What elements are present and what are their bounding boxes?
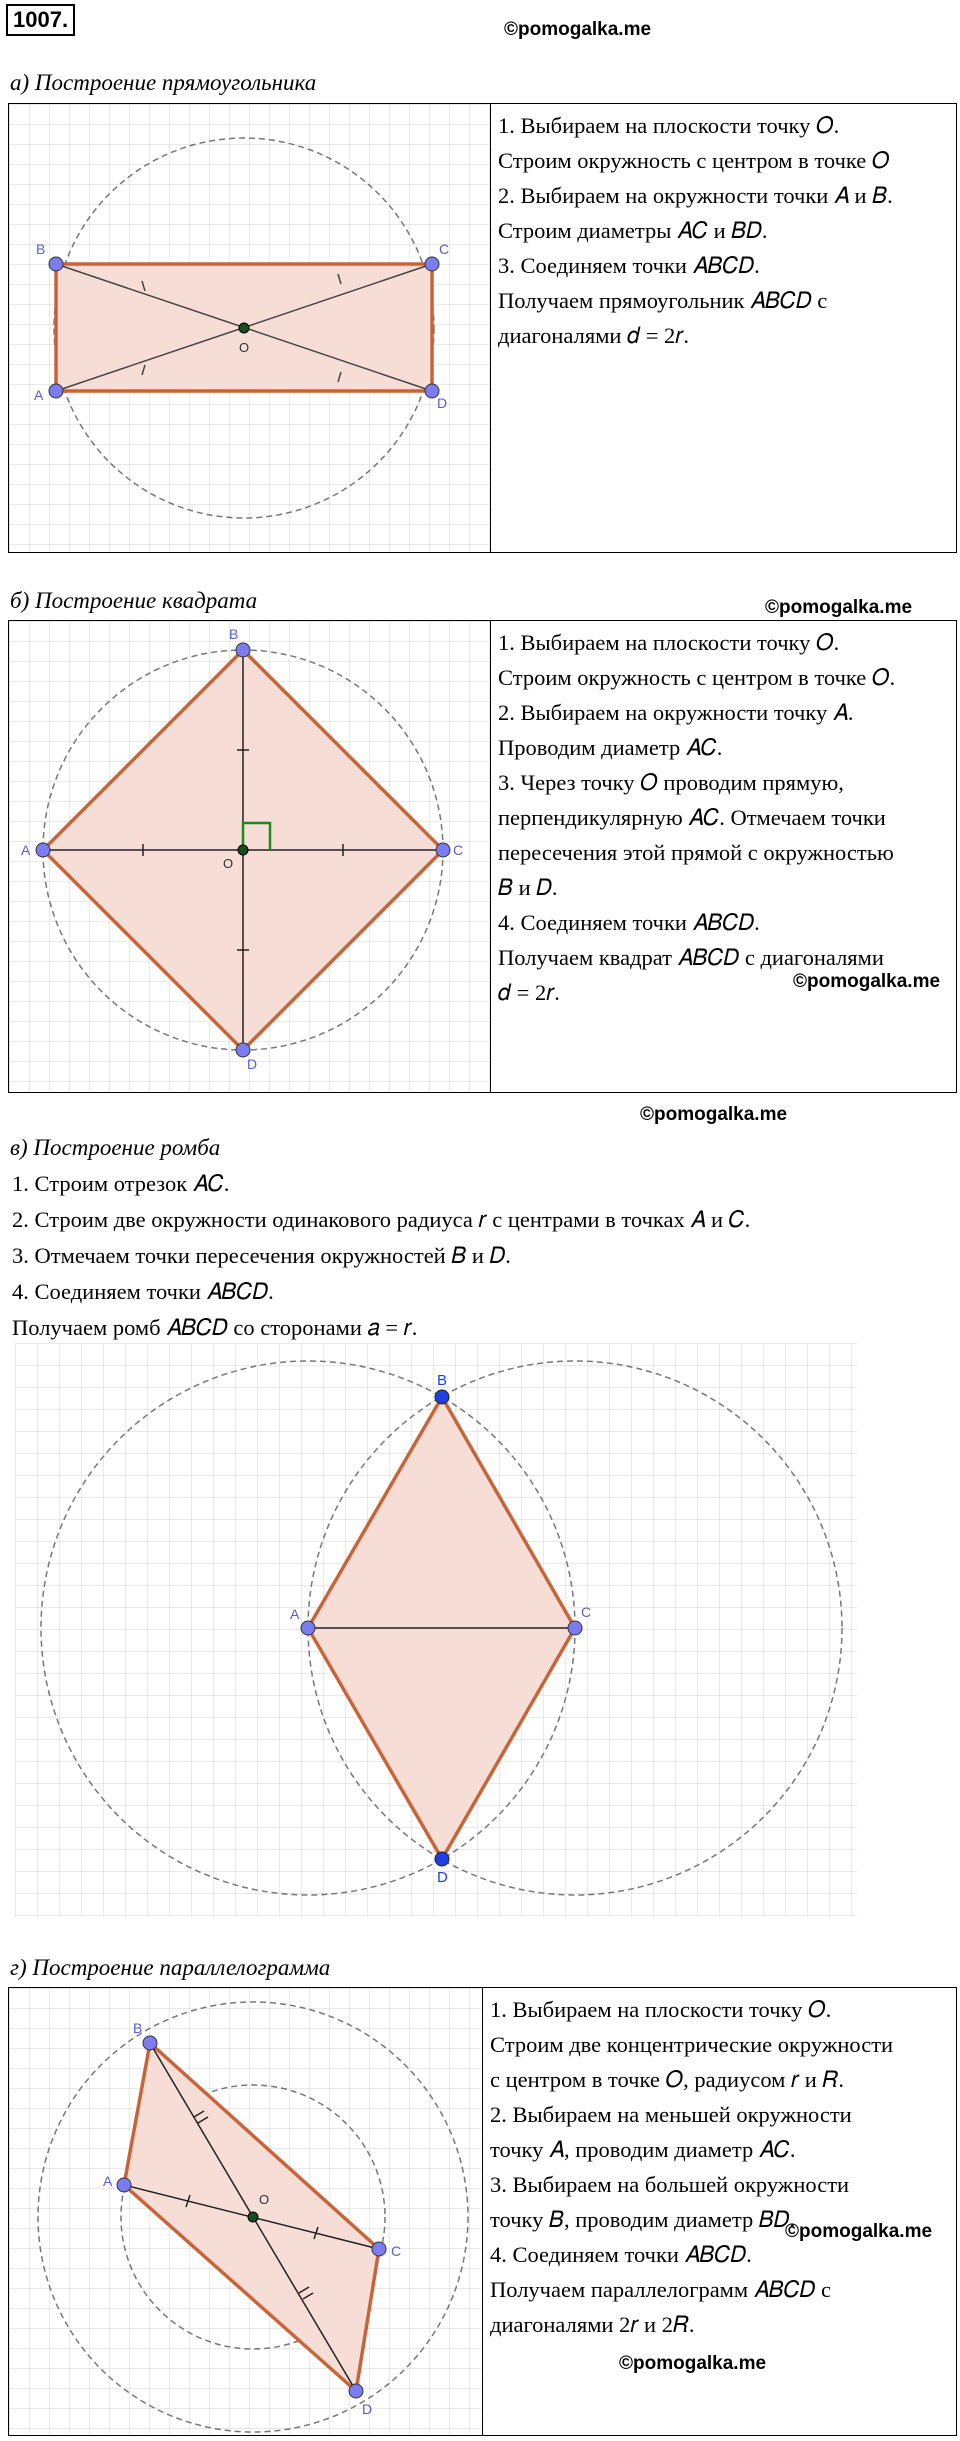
label-c: C xyxy=(439,241,450,257)
label-d: D xyxy=(362,2401,373,2417)
step-line: 2. Выбираем на меньшей окружности xyxy=(490,2102,852,2127)
label-b: B xyxy=(437,1372,448,1389)
label-b: B xyxy=(133,2020,143,2036)
point-b xyxy=(143,2036,157,2050)
step-line: диагоналями 2𝑟 и 2𝑅. xyxy=(490,2312,695,2337)
step-line: Строим окружность с центром в точке 𝑂 xyxy=(498,148,890,173)
rectangle-figure xyxy=(9,104,491,552)
step-line: 1. Строим отрезок 𝐴𝐶. xyxy=(12,1171,230,1196)
label-c: C xyxy=(581,1604,592,1620)
caption-rectangle: а) Построение прямоугольника xyxy=(10,70,317,95)
caption-rhombus: в) Построение ромба xyxy=(10,1135,221,1160)
step-line: 1. Выбираем на плоскости точку 𝑂. xyxy=(498,113,840,138)
rhombus-figure xyxy=(15,1343,857,1917)
point-d xyxy=(236,1043,250,1057)
step-line: Получаем прямоугольник 𝐴𝐵𝐶𝐷 с xyxy=(498,288,828,313)
step-line: Получаем ромб 𝐴𝐵𝐶𝐷 со сторонами 𝑎 = 𝑟. xyxy=(12,1315,418,1340)
parallelogram-panel xyxy=(8,1987,957,2436)
label-c: C xyxy=(391,2243,402,2259)
rhombus-steps xyxy=(12,1166,750,1346)
rectangle-panel xyxy=(8,103,957,553)
square-diagram xyxy=(9,621,490,1092)
problem-number: 1007. xyxy=(6,4,75,36)
label-c: C xyxy=(453,842,464,858)
label-b: B xyxy=(229,626,239,642)
label-d: D xyxy=(437,395,448,411)
point-o xyxy=(239,323,249,333)
step-line: Получаем квадрат 𝐴𝐵𝐶𝐷 с диагоналями xyxy=(498,945,884,970)
point-a xyxy=(117,2178,131,2192)
step-line: пересечения этой прямой с окружностью xyxy=(498,840,894,865)
point-d xyxy=(349,2384,363,2398)
step-line: Строим две концентрические окружности xyxy=(490,2032,894,2057)
point-b xyxy=(435,1390,449,1404)
square-steps xyxy=(490,621,956,1092)
label-a: A xyxy=(34,387,44,403)
caption-parallelogram: г) Построение параллелограмма xyxy=(10,1955,331,1980)
point-c xyxy=(372,2242,386,2256)
step-line: 4. Соединяем точки 𝐴𝐵𝐶𝐷. xyxy=(12,1279,274,1304)
step-line: 2. Выбираем на окружности точки 𝐴 и 𝐵. xyxy=(498,183,893,208)
point-d xyxy=(435,1852,449,1866)
point-a xyxy=(36,843,50,857)
square-panel xyxy=(8,620,957,1093)
watermark: ©pomogalka.me xyxy=(785,2221,933,2242)
label-o: O xyxy=(239,340,250,355)
square-figure xyxy=(9,621,491,1092)
rectangle-diagram xyxy=(9,104,490,552)
step-line: Строим диаметры 𝐴𝐶 и 𝐵𝐷. xyxy=(498,218,768,243)
point-a xyxy=(301,1621,315,1635)
step-line: 4. Соединяем точки 𝐴𝐵𝐶𝐷. xyxy=(498,910,760,935)
watermark: ©pomogalka.me xyxy=(765,597,913,618)
step-line: перпендикулярную 𝐴𝐶. Отмечаем точки xyxy=(498,805,886,830)
step-line: 𝐵 и 𝐷. xyxy=(498,875,558,900)
label-a: A xyxy=(103,2173,113,2189)
caption-square: б) Построение квадрата xyxy=(10,588,258,613)
step-line: Получаем параллелограмм 𝐴𝐵𝐶𝐷 с xyxy=(490,2277,831,2302)
step-line: диагоналями 𝑑 = 2𝑟. xyxy=(498,323,689,348)
step-line: 3. Соединяем точки 𝐴𝐵𝐶𝐷. xyxy=(498,253,760,278)
watermark: ©pomogalka.me xyxy=(793,971,941,992)
step-line: 3. Выбираем на большей окружности xyxy=(490,2172,850,2197)
step-line: 2. Строим две окружности одинакового радиуса 𝑟 с центрами в точках 𝐴 и 𝐶. xyxy=(12,1207,751,1232)
rhombus-diagram xyxy=(15,1343,857,1917)
label-o: O xyxy=(223,856,234,871)
step-line: 2. Выбираем на окружности точку 𝐴. xyxy=(498,700,854,725)
watermark: ©pomogalka.me xyxy=(504,19,652,40)
step-line: точку 𝐴, проводим диаметр 𝐴𝐶. xyxy=(490,2137,796,2162)
step-line: 1. Выбираем на плоскости точку 𝑂. xyxy=(498,630,840,655)
point-b xyxy=(49,257,63,271)
label-d: D xyxy=(437,1869,448,1886)
point-c xyxy=(425,257,439,271)
step-line: Строим окружность с центром в точке 𝑂. xyxy=(498,665,896,690)
point-o xyxy=(238,845,248,855)
step-line: 𝑑 = 2𝑟. xyxy=(498,980,560,1005)
point-b xyxy=(236,643,250,657)
point-c xyxy=(436,843,450,857)
step-line: 3. Через точку 𝑂 проводим прямую, xyxy=(498,770,844,795)
step-line: точку 𝐵, проводим диаметр 𝐵𝐷. xyxy=(490,2207,796,2232)
step-line: Проводим диаметр 𝐴𝐶. xyxy=(498,735,723,760)
rectangle-steps xyxy=(490,104,956,552)
label-a: A xyxy=(290,1606,300,1622)
point-a xyxy=(49,384,63,398)
label-b: B xyxy=(36,241,46,257)
watermark: ©pomogalka.me xyxy=(640,1104,788,1125)
label-a: A xyxy=(21,842,31,858)
step-line: 4. Соединяем точки 𝐴𝐵𝐶𝐷. xyxy=(490,2242,752,2267)
parallelogram-diagram xyxy=(9,1988,482,2435)
step-line: 1. Выбираем на плоскости точку 𝑂. xyxy=(490,1997,832,2022)
watermark: ©pomogalka.me xyxy=(619,2353,767,2374)
label-d: D xyxy=(247,1056,258,1072)
point-o xyxy=(248,2212,258,2222)
label-o: O xyxy=(259,2192,270,2207)
step-line: с центром в точке 𝑂, радиусом 𝑟 и 𝑅. xyxy=(490,2067,844,2092)
step-line: 3. Отмечаем точки пересечения окружностей 𝐵 и 𝐷. xyxy=(12,1243,511,1268)
point-c xyxy=(568,1621,582,1635)
parallelogram-figure xyxy=(9,1988,483,2435)
